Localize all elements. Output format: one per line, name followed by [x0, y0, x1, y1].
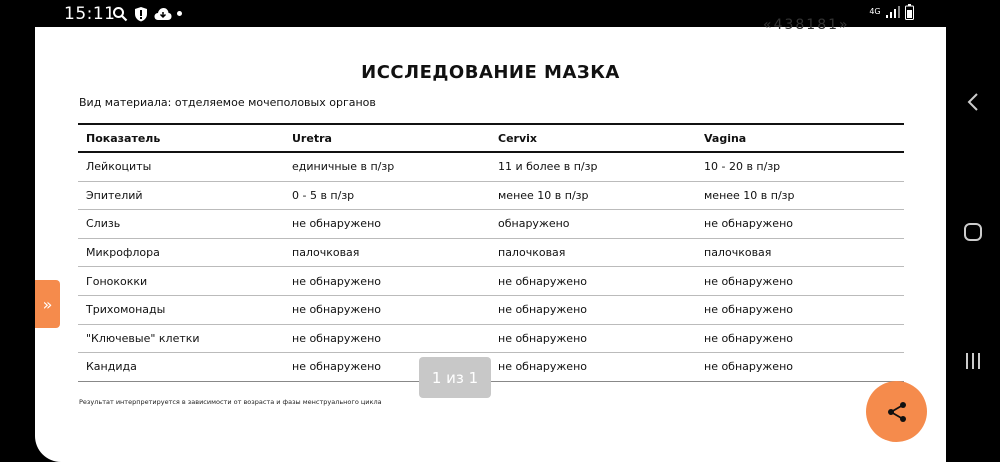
cell-cervix: не обнаружено: [490, 353, 696, 382]
cell-uretra: не обнаружено: [284, 267, 490, 296]
home-button[interactable]: [959, 218, 987, 246]
cell-cervix: обнаружено: [490, 210, 696, 239]
table-header-row: [78, 124, 904, 152]
cell-vagina: не обнаружено: [696, 267, 904, 296]
table-row: [78, 324, 904, 353]
recents-button[interactable]: [959, 347, 987, 375]
header-cervix: Cervix: [490, 124, 696, 152]
cell-uretra: не обнаружено: [284, 210, 490, 239]
status-time: 15:11: [64, 4, 116, 24]
cell-uretra: единичные в п/зр: [284, 152, 490, 181]
cell-uretra: не обнаружено: [284, 324, 490, 353]
cell-cervix: не обнаружено: [490, 295, 696, 324]
row-label: Гонококки: [78, 267, 284, 296]
table-row: [78, 295, 904, 324]
page-indicator: 1 из 1: [419, 357, 491, 398]
results-table: [78, 123, 904, 382]
share-icon: [885, 400, 909, 424]
table-row: [78, 267, 904, 296]
dot-icon: [177, 11, 182, 16]
cell-cervix: менее 10 в п/зр: [490, 181, 696, 210]
back-button[interactable]: [959, 88, 987, 116]
share-button[interactable]: [866, 381, 927, 442]
back-icon: [966, 92, 980, 112]
row-label: Микрофлора: [78, 238, 284, 267]
cell-vagina: палочковая: [696, 238, 904, 267]
cell-cervix: не обнаружено: [490, 324, 696, 353]
table-row: [78, 210, 904, 239]
header-indicator: Показатель: [78, 124, 284, 152]
signal-icon: [885, 5, 901, 19]
side-panel-toggle[interactable]: [35, 280, 60, 328]
navigation-bar: [946, 0, 1000, 462]
row-label: Эпителий: [78, 181, 284, 210]
footnote: Результат интерпретируется в зависимости от возраста и фазы менструального цикла: [79, 398, 382, 406]
search-icon: [112, 6, 128, 22]
cell-uretra: палочковая: [284, 238, 490, 267]
double-chevron-right-icon: »: [42, 294, 53, 314]
table-row: [78, 353, 904, 382]
table-row: [78, 181, 904, 210]
cell-uretra: 0 - 5 в п/зр: [284, 181, 490, 210]
cell-cervix: палочковая: [490, 238, 696, 267]
cell-vagina: 10 - 20 в п/зр: [696, 152, 904, 181]
cell-cervix: 11 и более в п/зр: [490, 152, 696, 181]
table-row: [78, 152, 904, 181]
shield-icon: [134, 6, 148, 22]
row-label: Слизь: [78, 210, 284, 239]
cell-vagina: не обнаружено: [696, 324, 904, 353]
cell-vagina: не обнаружено: [696, 210, 904, 239]
cell-vagina: не обнаружено: [696, 295, 904, 324]
cell-uretra: не обнаружено: [284, 353, 490, 382]
cell-vagina: не обнаружено: [696, 353, 904, 382]
header-vagina: Vagina: [696, 124, 904, 152]
document-title: ИССЛЕДОВАНИЕ МАЗКА: [361, 62, 620, 83]
cloud-icon: [154, 7, 172, 21]
table-row: [78, 238, 904, 267]
battery-icon: [905, 4, 914, 20]
row-label: Трихомонады: [78, 295, 284, 324]
status-icons: [112, 5, 172, 23]
cell-cervix: не обнаружено: [490, 267, 696, 296]
row-label: Кандида: [78, 353, 284, 382]
header-uretra: Uretra: [284, 124, 490, 152]
recents-icon: [963, 351, 983, 371]
material-type: Вид материала: отделяемое мочеполовых органов: [79, 96, 376, 109]
cell-vagina: менее 10 в п/зр: [696, 181, 904, 210]
home-icon: [963, 222, 983, 242]
row-label: Лейкоциты: [78, 152, 284, 181]
row-label: "Ключевые" клетки: [78, 324, 284, 353]
document-page: [35, 17, 946, 462]
cell-uretra: не обнаружено: [284, 295, 490, 324]
network-label: 4G: [869, 7, 881, 16]
document-number: «438181»: [763, 17, 850, 33]
status-right: [869, 4, 914, 20]
